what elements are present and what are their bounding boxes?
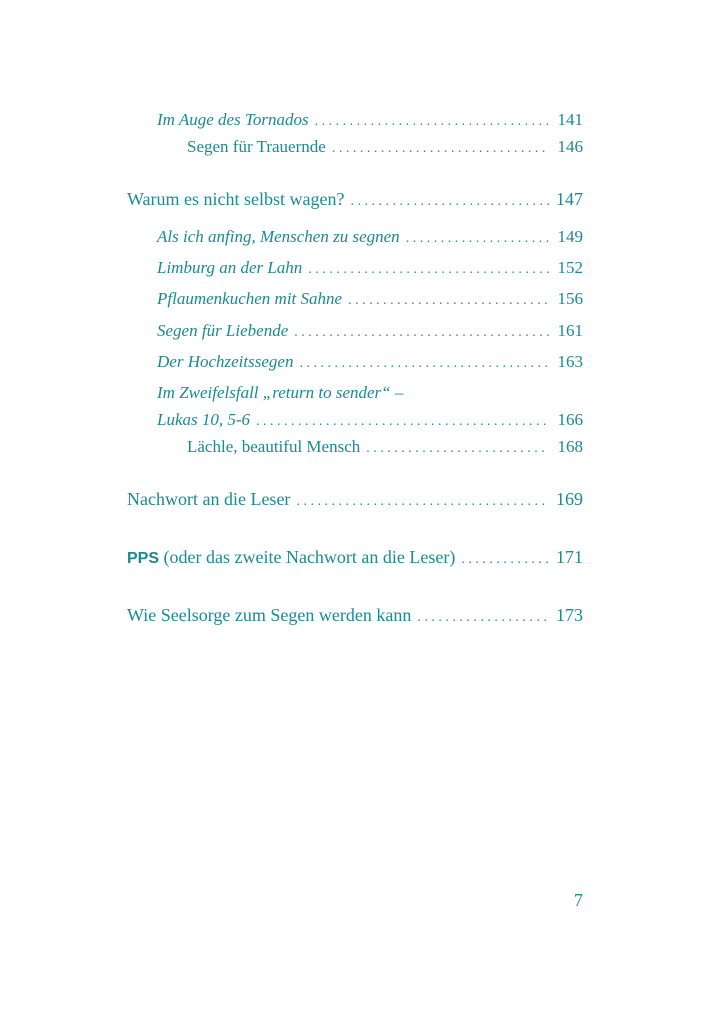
toc-entry	[157, 287, 583, 311]
toc-leader	[294, 321, 549, 345]
toc-entry-title: Warum es nicht selbst wagen?	[127, 189, 345, 209]
toc-entry-title-prefix: PPS	[127, 550, 160, 567]
toc-chapter	[127, 603, 583, 627]
toc-entry-title-group	[127, 545, 455, 571]
toc-leader	[351, 190, 550, 214]
toc-entry-title: Pflaumenkuchen mit Sahne	[157, 289, 343, 308]
toc-entry-page: 171	[556, 547, 583, 567]
toc-entry-title: Segen für Trauernde	[187, 137, 326, 156]
toc-leader	[417, 606, 549, 630]
toc-entry	[157, 408, 583, 432]
toc-entry-title: Limburg an der Lahn	[157, 258, 303, 277]
toc-entry-title: Der Hochzeitssegen	[157, 352, 294, 371]
toc-entry-title: Nachwort an die Leser	[127, 489, 291, 509]
toc-entry-title: Wie Seelsorge zum Segen werden kann	[127, 605, 412, 625]
toc-entry-page: 152	[557, 258, 583, 277]
toc-entry-title: Im Auge des Tornados	[157, 110, 309, 129]
toc-entry-title: Segen für Liebende	[157, 321, 289, 340]
toc-entry-page: 173	[556, 605, 583, 625]
toc-leader	[308, 258, 549, 282]
toc-entry-page: 166	[557, 410, 583, 429]
toc-leader	[406, 227, 549, 251]
toc-entry-title: Als ich anfing, Menschen zu segnen	[157, 227, 400, 246]
toc-entry-page: 161	[557, 321, 583, 340]
toc-entry	[157, 319, 583, 343]
toc-chapter	[127, 187, 583, 211]
toc-leader	[315, 110, 549, 134]
toc-leader	[256, 410, 549, 434]
toc-entry-title: Lukas 10, 5-6	[157, 410, 251, 429]
toc-chapter	[127, 545, 583, 569]
toc-entry-page: 169	[556, 489, 583, 509]
toc-entry-page: 149	[557, 227, 583, 246]
toc-entry-page: 168	[557, 437, 583, 456]
toc-entry	[157, 256, 583, 280]
toc-entry-page: 156	[557, 289, 583, 308]
page-number: 7	[574, 890, 583, 910]
toc-entry-page: 146	[557, 137, 583, 156]
toc-entry	[187, 135, 583, 159]
toc-chapter	[127, 487, 583, 511]
toc-entry-page: 147	[556, 189, 583, 209]
toc-entry	[187, 435, 583, 459]
toc-entry-title: Lächle, beautiful Mensch	[187, 437, 361, 456]
toc-entry-title: (oder das zweite Nachwort an die Leser)	[159, 547, 456, 567]
toc-leader	[299, 352, 549, 376]
toc-leader	[461, 548, 549, 572]
toc-entry-title-line1: Im Zweifelsfall „return to sender“ –	[157, 383, 404, 402]
toc-leader	[296, 490, 549, 514]
toc-entry	[157, 108, 583, 132]
toc-leader	[332, 137, 549, 161]
toc-entry	[157, 225, 583, 249]
toc-leader	[366, 437, 549, 461]
toc-entry-page: 141	[557, 110, 583, 129]
toc-entry-page: 163	[557, 352, 583, 371]
toc-entry	[157, 350, 583, 374]
toc-leader	[348, 289, 549, 313]
